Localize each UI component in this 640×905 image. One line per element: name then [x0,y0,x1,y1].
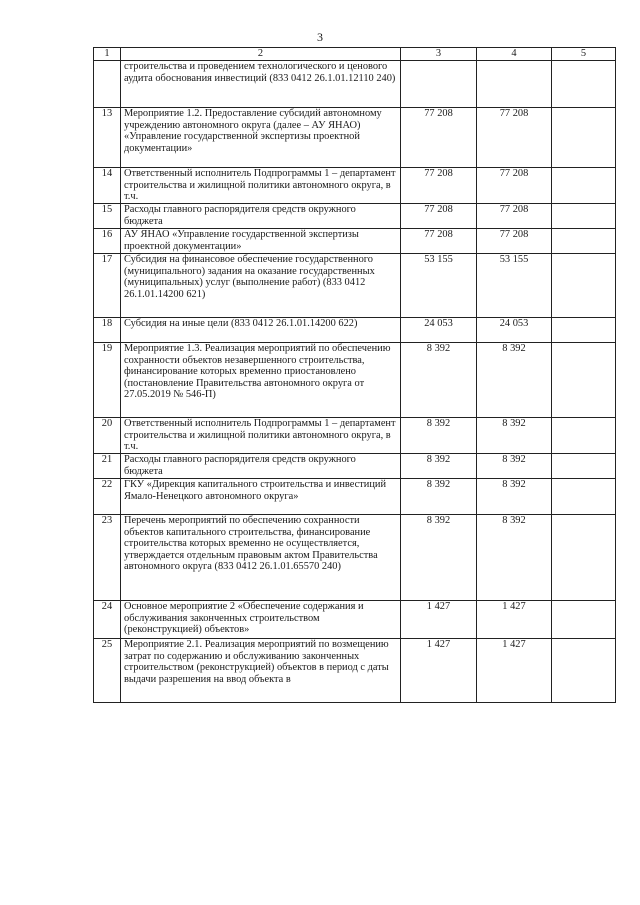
row-col4-value: 1 427 [477,639,552,703]
table-row [94,204,616,229]
row-col4-value [477,61,552,108]
table-row [94,515,616,601]
table-row [94,254,616,318]
row-description: Мероприятие 2.1. Реализация мероприятий по возмещению затрат по содержанию и обслуживанию законченных строительством (реконструкцией) объектов в период с даты выдачи разрешения на ввод объекта в [121,639,401,703]
row-col5-value [552,515,616,601]
table-row [94,418,616,454]
row-col3-value: 1 427 [401,639,477,703]
row-description: Расходы главного распорядителя средств окружного бюджета [121,454,401,479]
row-description: Мероприятие 1.2. Предоставление субсидий автономному учреждению автономного округа (далее – АУ ЯНАО) «Управление государственной экспертизы проектной документации» [121,108,401,168]
table-row [94,108,616,168]
row-description: Перечень мероприятий по обеспечению сохранности объектов капитального строительства, финансирование строительства которых временно не осуществляется, утверждается отдельным правовым актом Правительства автономного округа (833 0412 26.1.01.65570 240) [121,515,401,601]
table-row [94,639,616,703]
row-col4-value: 8 392 [477,343,552,418]
row-col5-value [552,479,616,515]
table-row [94,601,616,639]
row-col5-value [552,168,616,204]
header-col-5: 5 [552,48,616,61]
row-col3-value: 77 208 [401,108,477,168]
row-description: Ответственный исполнитель Подпрограммы 1 – департамент строительства и жилищной политики автономного округа, в т.ч. [121,168,401,204]
row-col4-value: 1 427 [477,601,552,639]
row-number: 25 [94,639,121,703]
row-description: АУ ЯНАО «Управление государственной экспертизы проектной документации» [121,229,401,254]
row-number: 21 [94,454,121,479]
row-col5-value [552,454,616,479]
row-number: 23 [94,515,121,601]
row-col5-value [552,254,616,318]
table-row [94,479,616,515]
row-col4-value: 8 392 [477,418,552,454]
row-col5-value [552,61,616,108]
table-body [94,61,616,703]
row-number: 18 [94,318,121,343]
row-number: 24 [94,601,121,639]
row-col3-value: 53 155 [401,254,477,318]
row-col5-value [552,318,616,343]
header-col-3: 3 [401,48,477,61]
row-col5-value [552,343,616,418]
row-col3-value: 1 427 [401,601,477,639]
table-row [94,318,616,343]
row-col4-value: 8 392 [477,479,552,515]
row-number: 20 [94,418,121,454]
header-row [94,48,616,61]
row-col5-value [552,229,616,254]
row-number: 16 [94,229,121,254]
row-number: 17 [94,254,121,318]
table-row [94,168,616,204]
header-col-2: 2 [121,48,401,61]
row-col3-value: 8 392 [401,454,477,479]
row-col4-value: 77 208 [477,108,552,168]
row-description: ГКУ «Дирекция капитального строительства и инвестиций Ямало-Ненецкого автономного округа» [121,479,401,515]
row-col5-value [552,639,616,703]
row-col5-value [552,601,616,639]
table-header [94,48,616,61]
row-description: Мероприятие 1.3. Реализация мероприятий по обеспечению сохранности объектов незавершенного строительства, финансирование которых временно приостановлено (постановление Правительства автономного округа от 27.05.2019 № 546-П) [121,343,401,418]
page-number: 3 [317,30,323,44]
row-col4-value: 77 208 [477,229,552,254]
row-description: Субсидия на финансовое обеспечение государственного (муниципального) задания на оказание государственных (муниципальных) услуг (выполнение работ) (833 0412 26.1.01.14200 621) [121,254,401,318]
row-col3-value: 8 392 [401,343,477,418]
header-col-4: 4 [477,48,552,61]
row-col3-value: 77 208 [401,168,477,204]
row-col5-value [552,204,616,229]
row-col3-value: 24 053 [401,318,477,343]
row-col4-value: 8 392 [477,515,552,601]
row-col5-value [552,108,616,168]
row-col4-value: 53 155 [477,254,552,318]
row-number: 13 [94,108,121,168]
table-row [94,229,616,254]
row-col3-value: 77 208 [401,204,477,229]
row-description: Ответственный исполнитель Подпрограммы 1 – департамент строительства и жилищной политики автономного округа, в т.ч. [121,418,401,454]
row-number [94,61,121,108]
row-number: 22 [94,479,121,515]
row-col3-value [401,61,477,108]
row-number: 14 [94,168,121,204]
row-col3-value: 77 208 [401,229,477,254]
row-description: Расходы главного распорядителя средств окружного бюджета [121,204,401,229]
row-col4-value: 77 208 [477,168,552,204]
row-number: 15 [94,204,121,229]
row-description: строительства и проведением технологического и ценового аудита обоснования инвестиций (833 0412 26.1.01.12110 240) [121,61,401,108]
header-col-1: 1 [94,48,121,61]
row-col4-value: 77 208 [477,204,552,229]
table-row [94,454,616,479]
row-col5-value [552,418,616,454]
table-row [94,61,616,108]
row-col4-value: 8 392 [477,454,552,479]
row-col3-value: 8 392 [401,418,477,454]
row-col3-value: 8 392 [401,479,477,515]
row-description: Субсидия на иные цели (833 0412 26.1.01.14200 622) [121,318,401,343]
table-row [94,343,616,418]
row-description: Основное мероприятие 2 «Обеспечение содержания и обслуживания законченных строительством (реконструкцией) объектов» [121,601,401,639]
row-col3-value: 8 392 [401,515,477,601]
row-col4-value: 24 053 [477,318,552,343]
row-number: 19 [94,343,121,418]
budget-table [93,47,616,703]
